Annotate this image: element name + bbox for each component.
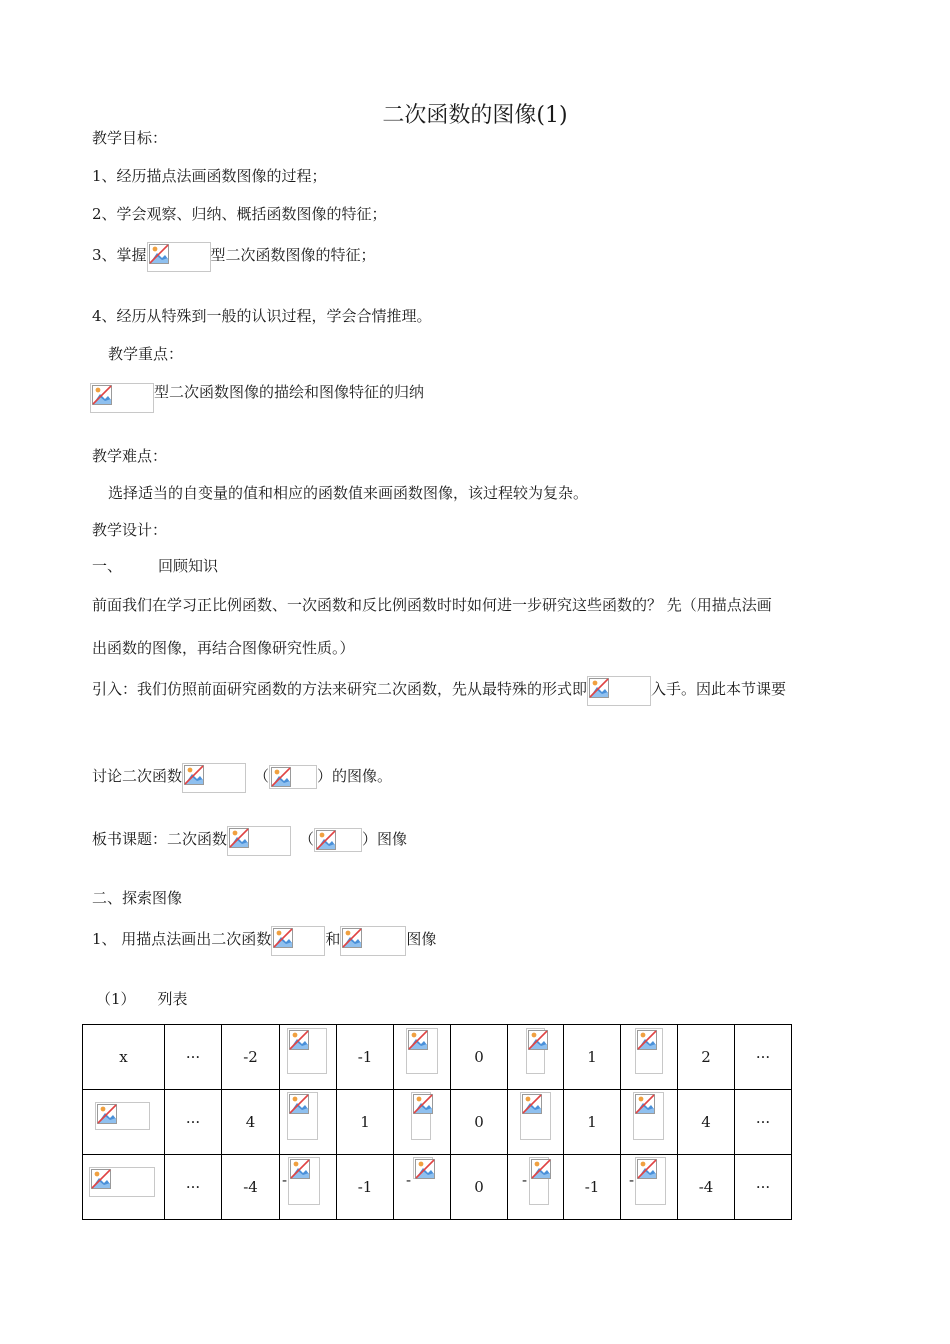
board-prefix: 板书课题：二次函数 [92, 830, 228, 848]
table-cell: 1 [564, 1025, 621, 1090]
objective-3-prefix: 3、掌握 [92, 246, 147, 264]
broken-image-icon [340, 926, 406, 956]
table-cell: x [83, 1025, 165, 1090]
discuss-prefix: 讨论二次函数 [92, 767, 183, 785]
broken-image-icon [406, 1028, 438, 1074]
table-cell: 1 [337, 1090, 394, 1155]
table-cell [508, 1025, 564, 1090]
intro-suffix: 入手。因此本节课要 [651, 680, 787, 698]
table-cell: ··· [735, 1155, 792, 1220]
table-cell: 0 [451, 1025, 508, 1090]
explore-and: 和 [325, 930, 341, 948]
objectives-heading: 教学目标： [92, 129, 168, 147]
broken-image-icon [89, 1167, 155, 1197]
table-cell: 4 [222, 1090, 280, 1155]
table-cell: ··· [735, 1025, 792, 1090]
minus-sign: - [406, 1171, 412, 1189]
key-points-text [90, 382, 424, 413]
table-cell: 4 [678, 1090, 735, 1155]
broken-image-icon [520, 1092, 551, 1140]
explore-prefix: 1、 用描点法画出二次函数 [92, 930, 272, 948]
broken-image-icon [271, 926, 325, 956]
table-row [83, 1090, 792, 1155]
table-row [83, 1155, 792, 1220]
design-heading: 教学设计： [92, 521, 168, 539]
broken-image-icon [182, 763, 246, 793]
broken-image-icon [526, 1028, 545, 1074]
discuss-paren-open: （ [254, 767, 270, 785]
table-cell: 0 [451, 1090, 508, 1155]
section-1-title: 回顾知识 [158, 557, 219, 575]
broken-image-icon [95, 1102, 150, 1130]
review-line-2: 出函数的图像，再结合图像研究性质。） [92, 639, 355, 657]
table-cell: ··· [735, 1090, 792, 1155]
table-cell [394, 1155, 451, 1220]
difficulties-text: 选择适当的自变量的值和相应的函数值来画函数图像，该过程较为复杂。 [108, 484, 589, 502]
table-cell: -4 [678, 1155, 735, 1220]
table-cell [508, 1090, 564, 1155]
review-line-1: 前面我们在学习正比例函数、一次函数和反比例函数时时如何进一步研究这些函数的？ 先（用描点法画 [92, 596, 772, 614]
minus-sign: - [629, 1171, 635, 1189]
key-points-heading: 教学重点： [108, 345, 184, 363]
table-cell [621, 1155, 678, 1220]
objective-4: 4、经历从特殊到一般的认识过程，学会合情推理。 [92, 307, 432, 325]
table-cell [621, 1090, 678, 1155]
table-cell: 2 [678, 1025, 735, 1090]
table-cell [280, 1025, 337, 1090]
table-cell [621, 1025, 678, 1090]
table-cell [83, 1090, 165, 1155]
broken-image-icon [633, 1092, 664, 1140]
section-1-heading [92, 556, 218, 576]
board-title-line [92, 826, 407, 856]
intro-prefix: 引入：我们仿照前面研究函数的方法来研究二次函数，先从最特殊的形式即 [92, 680, 588, 698]
key-points-body: 型二次函数图像的描绘和图像特征的归纳 [154, 383, 425, 401]
table-cell [394, 1090, 451, 1155]
table-cell: -4 [222, 1155, 280, 1220]
broken-image-icon [411, 1092, 431, 1140]
table-cell: -1 [337, 1155, 394, 1220]
table-cell: ··· [165, 1155, 222, 1220]
objective-1: 1、经历描点法画函数图像的过程； [92, 167, 327, 185]
broken-image-icon [287, 1028, 327, 1074]
table-cell: -1 [337, 1025, 394, 1090]
broken-image-icon [287, 1092, 318, 1140]
minus-sign: - [522, 1171, 528, 1189]
broken-image-icon [269, 765, 317, 789]
broken-image-icon [635, 1157, 666, 1205]
broken-image-icon [147, 242, 211, 272]
table-cell: -1 [564, 1155, 621, 1220]
objective-3 [92, 242, 376, 272]
objective-3-suffix: 型二次函数图像的特征； [210, 246, 376, 264]
board-paren-close: ）图像 [362, 830, 408, 848]
board-paren-open: （ [299, 830, 315, 848]
broken-image-icon [413, 1157, 433, 1179]
table-cell [508, 1155, 564, 1220]
section-2-heading: 二、探索图像 [92, 889, 183, 907]
broken-image-icon [227, 826, 291, 856]
table-cell: -2 [222, 1025, 280, 1090]
table-cell [394, 1025, 451, 1090]
table-row [83, 1025, 792, 1090]
discuss-paren-close: ）的图像。 [317, 767, 393, 785]
broken-image-icon [90, 383, 154, 413]
page-title: 二次函数的图像(1) [382, 103, 568, 128]
list-label-number: （1） [96, 990, 136, 1008]
list-label [96, 989, 188, 1009]
explore-line [92, 926, 436, 956]
explore-suffix: 图像 [406, 930, 437, 948]
objective-2: 2、学会观察、归纳、概括函数图像的特征； [92, 205, 387, 223]
table-cell: 0 [451, 1155, 508, 1220]
list-label-text: 列表 [157, 990, 188, 1008]
minus-sign: - [282, 1171, 288, 1189]
table-cell: 1 [564, 1090, 621, 1155]
table-cell [280, 1155, 337, 1220]
broken-image-icon [635, 1028, 663, 1074]
table-cell: ··· [165, 1025, 222, 1090]
value-table [82, 1024, 792, 1220]
table-cell: ··· [165, 1090, 222, 1155]
table-cell [280, 1090, 337, 1155]
broken-image-icon [529, 1157, 549, 1205]
section-1-number: 一、 [92, 557, 123, 575]
broken-image-icon [288, 1157, 320, 1205]
broken-image-icon [587, 676, 651, 706]
broken-image-icon [314, 828, 362, 852]
intro-line [92, 676, 786, 706]
discuss-line [92, 763, 392, 793]
table-cell [83, 1155, 165, 1220]
difficulties-heading: 教学难点： [92, 447, 168, 465]
